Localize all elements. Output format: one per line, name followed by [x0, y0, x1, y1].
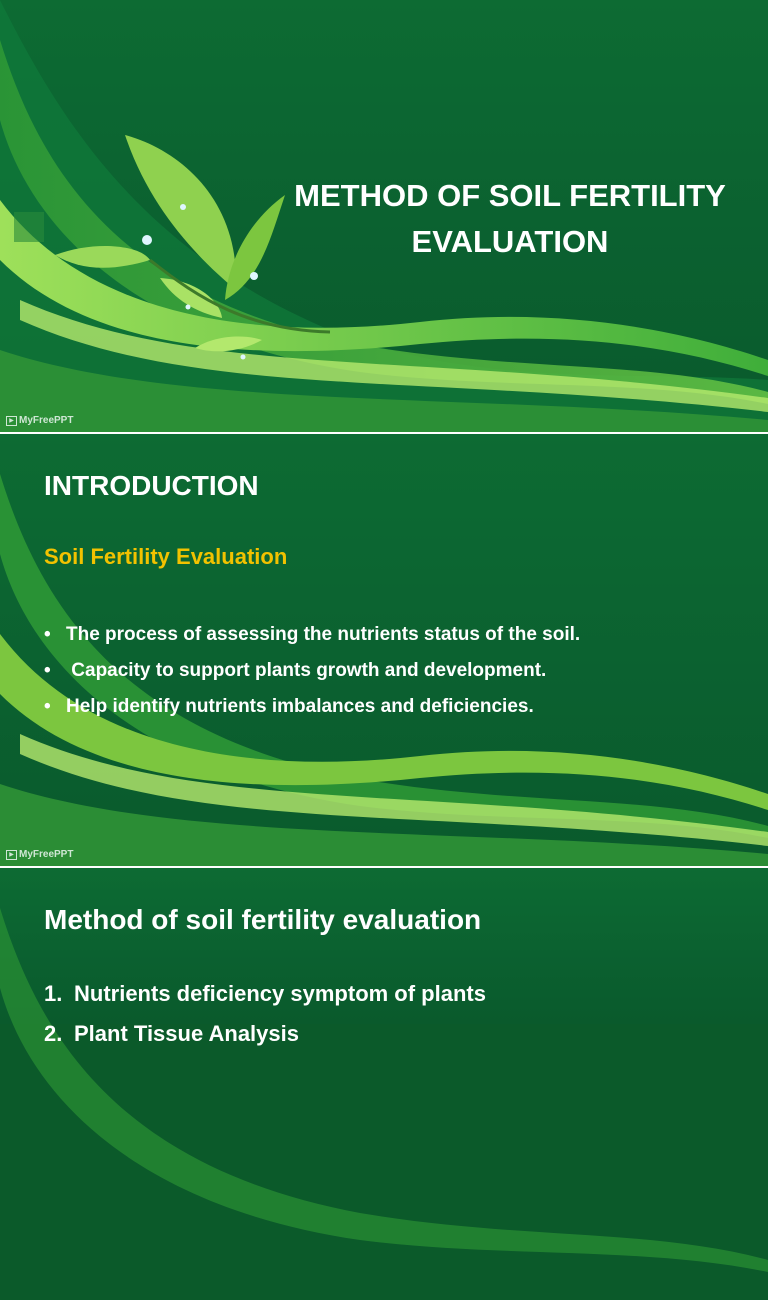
slide-heading: INTRODUCTION — [44, 470, 259, 501]
bullet-dot-icon: • — [44, 696, 51, 717]
bullet-dot-icon: • — [44, 624, 51, 645]
watermark — [6, 849, 73, 860]
bullet-dot-icon: • — [44, 660, 51, 681]
list-item: • Help identify nutrients imbalances and deficiencies. — [44, 689, 580, 725]
slide-title — [0, 0, 768, 432]
slide-subheading: Soil Fertility Evaluation — [44, 544, 288, 569]
slide-introduction — [0, 434, 768, 866]
list-item: 1. Nutrients deficiency symptom of plants — [44, 981, 486, 1006]
slide-title-text: METHOD OF SOIL FERTILITY EVALUATION — [294, 178, 726, 259]
list-item: 2. Plant Tissue Analysis — [44, 1021, 299, 1046]
slide-methods — [0, 868, 768, 1046]
watermark-text: MyFreePPT — [19, 849, 74, 860]
numbered-list — [44, 974, 486, 1054]
slide-heading: Method of soil fertility evaluation — [44, 904, 482, 935]
play-box-icon: ▶ — [6, 416, 17, 426]
bullet-list — [44, 617, 580, 725]
list-item: • Capacity to support plants growth and development. — [44, 653, 580, 689]
watermark-text: MyFreePPT — [19, 415, 74, 426]
watermark — [6, 415, 73, 426]
play-box-icon: ▶ — [6, 850, 17, 860]
list-item: • The process of assessing the nutrients status of the soil. — [44, 617, 580, 653]
